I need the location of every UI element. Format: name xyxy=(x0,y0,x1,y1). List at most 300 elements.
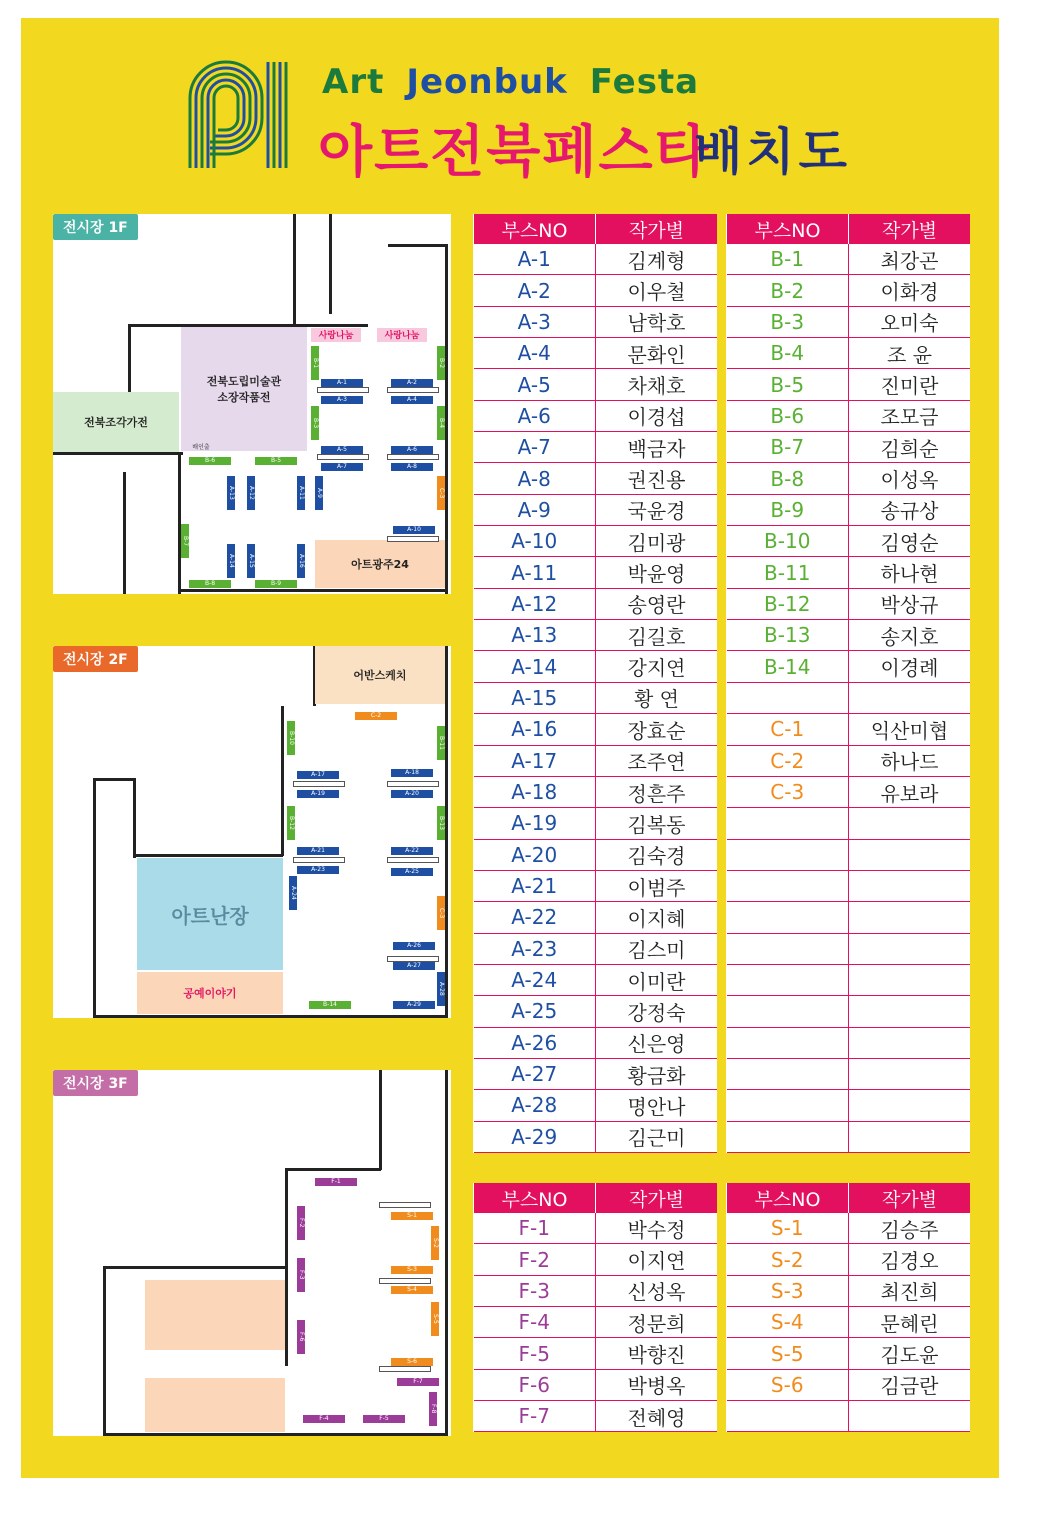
artist-name-cell: 이지연 xyxy=(596,1244,718,1275)
artist-name-cell: 신성옥 xyxy=(596,1275,718,1306)
artist-name-cell: 이경섭 xyxy=(596,400,718,431)
booth-number-cell: B-11 xyxy=(727,557,849,588)
booth-a-14: A-14 xyxy=(227,544,235,578)
table-row xyxy=(727,1213,971,1244)
booth-a-5: A-5 xyxy=(321,446,363,454)
booth-number-cell: A-12 xyxy=(474,588,596,619)
booth-number-cell: A-27 xyxy=(474,1058,596,1089)
table-row xyxy=(474,839,718,870)
booth-number-cell: B-9 xyxy=(727,494,849,525)
artist-name-cell: 송규상 xyxy=(849,494,971,525)
artist-name-cell: 박향진 xyxy=(596,1338,718,1369)
table-row xyxy=(727,1058,971,1089)
artist-name-cell: 김승주 xyxy=(849,1213,971,1244)
title-english xyxy=(322,62,721,102)
booth-number-cell: A-23 xyxy=(474,933,596,964)
artist-name-cell xyxy=(849,996,971,1027)
artist-name-cell: 박윤영 xyxy=(596,557,718,588)
booth-number-cell: B-14 xyxy=(727,651,849,682)
table-row xyxy=(727,338,971,369)
booth-s-6: S-6 xyxy=(391,1358,433,1366)
booth-number-cell xyxy=(727,808,849,839)
header-booth-no: 부스NO xyxy=(727,1183,849,1213)
booth-a-7: A-7 xyxy=(321,463,363,471)
artist-name-cell: 익산미협 xyxy=(849,714,971,745)
booth-s-4: S-4 xyxy=(391,1286,433,1294)
artist-name-cell: 김계형 xyxy=(596,244,718,275)
artist-name-cell: 전혜영 xyxy=(596,1401,718,1432)
table-row xyxy=(727,1307,971,1338)
artist-name-cell: 최진희 xyxy=(849,1275,971,1306)
artist-name-cell: 유보라 xyxy=(849,776,971,807)
booth-number-cell: A-19 xyxy=(474,808,596,839)
booth-b-14: B-14 xyxy=(309,1001,351,1009)
table-row xyxy=(727,1090,971,1121)
table-row xyxy=(474,620,718,651)
art-jeonbuk-logo-icon xyxy=(182,58,292,170)
artist-name-cell: 이미란 xyxy=(596,964,718,995)
table-row xyxy=(727,400,971,431)
artist-name-cell xyxy=(849,1027,971,1058)
table-row xyxy=(474,1027,718,1058)
booth-a-8: A-8 xyxy=(391,463,433,471)
table-row xyxy=(474,557,718,588)
booth-a-17: A-17 xyxy=(297,771,339,779)
table-row xyxy=(474,244,718,275)
booth-number-cell xyxy=(727,839,849,870)
artist-name-cell: 신은영 xyxy=(596,1027,718,1058)
booth-number-cell xyxy=(727,964,849,995)
booth-a-19: A-19 xyxy=(297,790,339,798)
booth-number-cell xyxy=(727,1090,849,1121)
artist-name-cell: 황금화 xyxy=(596,1058,718,1089)
booth-b-2: B-2 xyxy=(437,346,445,380)
artist-name-cell: 김금란 xyxy=(849,1369,971,1400)
floor-plan-1f xyxy=(53,214,451,594)
artist-name-cell xyxy=(849,1058,971,1089)
booth-number-cell: B-13 xyxy=(727,620,849,651)
table-row xyxy=(474,1338,718,1369)
booth-b-9: B-9 xyxy=(255,580,297,588)
table-row xyxy=(474,1275,718,1306)
booth-number-cell: A-2 xyxy=(474,275,596,306)
booth-a-9: A-9 xyxy=(315,476,323,510)
artist-name-cell: 정흔주 xyxy=(596,776,718,807)
booth-number-cell: B-6 xyxy=(727,400,849,431)
booth-number-cell xyxy=(727,1058,849,1089)
booth-number-cell: B-12 xyxy=(727,588,849,619)
booth-number-cell: S-5 xyxy=(727,1338,849,1369)
table-row xyxy=(474,745,718,776)
booth-number-cell: F-1 xyxy=(474,1213,596,1244)
artist-name-cell: 문혜린 xyxy=(849,1307,971,1338)
table-row xyxy=(727,964,971,995)
booth-a-29: A-29 xyxy=(393,1001,435,1009)
table-row xyxy=(727,620,971,651)
artist-name-cell: 김영순 xyxy=(849,526,971,557)
title-en-jeonbuk: Jeonbuk xyxy=(406,62,568,102)
booth-number-cell: F-4 xyxy=(474,1307,596,1338)
booth-number-cell: A-4 xyxy=(474,338,596,369)
booth-number-cell: A-3 xyxy=(474,306,596,337)
table-row xyxy=(474,1307,718,1338)
booth-a-18: A-18 xyxy=(391,769,433,777)
header-artist: 작가별 xyxy=(596,1183,718,1213)
table-row xyxy=(727,996,971,1027)
booth-a-25: A-25 xyxy=(391,868,433,876)
booth-b-10: B-10 xyxy=(287,721,295,755)
room-block-upper xyxy=(145,1280,285,1350)
table-row xyxy=(727,776,971,807)
table-row xyxy=(727,682,971,713)
booth-a-10: A-10 xyxy=(393,526,435,534)
table-row xyxy=(727,902,971,933)
table-row xyxy=(727,1338,971,1369)
artist-name-cell xyxy=(849,1401,971,1432)
floor-tag-1f: 전시장 1F xyxy=(53,214,138,240)
header-artist: 작가별 xyxy=(849,1183,971,1213)
booth-number-cell: A-25 xyxy=(474,996,596,1027)
booth-number-cell xyxy=(727,996,849,1027)
artist-name-cell: 강지연 xyxy=(596,651,718,682)
booth-c-3-2f: C-3 xyxy=(437,896,445,930)
booth-number-cell: A-24 xyxy=(474,964,596,995)
booth-number-cell: S-1 xyxy=(727,1213,849,1244)
table-row xyxy=(474,432,718,463)
booth-number-cell: A-17 xyxy=(474,745,596,776)
booth-number-cell: S-2 xyxy=(727,1244,849,1275)
artist-name-cell: 장효순 xyxy=(596,714,718,745)
booth-f-2: F-2 xyxy=(297,1206,305,1240)
artist-name-cell: 김도윤 xyxy=(849,1338,971,1369)
table-row xyxy=(727,244,971,275)
artist-name-cell: 조 윤 xyxy=(849,338,971,369)
artist-name-cell: 송영란 xyxy=(596,588,718,619)
artist-name-cell: 정문희 xyxy=(596,1307,718,1338)
booth-f-4: F-4 xyxy=(303,1415,345,1423)
artist-name-cell: 국윤경 xyxy=(596,494,718,525)
artist-name-cell: 김근미 xyxy=(596,1121,718,1152)
booth-a-11: A-11 xyxy=(297,476,305,510)
booth-b-7: B-7 xyxy=(181,524,189,558)
table-row xyxy=(727,494,971,525)
booth-a-16: A-16 xyxy=(297,544,305,578)
table-row xyxy=(727,745,971,776)
table-row xyxy=(727,557,971,588)
artist-name-cell: 황 연 xyxy=(596,682,718,713)
booth-number-cell: A-16 xyxy=(474,714,596,745)
artist-name-cell: 김경오 xyxy=(849,1244,971,1275)
booth-number-cell: B-1 xyxy=(727,244,849,275)
booth-number-cell xyxy=(727,682,849,713)
table-row xyxy=(474,682,718,713)
table-f-booths xyxy=(473,1183,717,1432)
table-row xyxy=(474,494,718,525)
table-a-booths xyxy=(473,214,717,1153)
booth-a-26: A-26 xyxy=(393,942,435,950)
table-row xyxy=(474,996,718,1027)
table-row xyxy=(727,275,971,306)
table-row xyxy=(727,1121,971,1152)
booth-number-cell: B-4 xyxy=(727,338,849,369)
booth-b-1: B-1 xyxy=(311,346,319,380)
artist-name-cell: 권진용 xyxy=(596,463,718,494)
artist-name-cell: 명안나 xyxy=(596,1090,718,1121)
booth-a-12: A-12 xyxy=(247,476,255,510)
title-layout: 배치도 xyxy=(694,123,851,181)
artist-name-cell: 오미숙 xyxy=(849,306,971,337)
table-row xyxy=(474,1369,718,1400)
table-row xyxy=(474,369,718,400)
booth-number-cell: S-6 xyxy=(727,1369,849,1400)
artist-name-cell: 김길호 xyxy=(596,620,718,651)
booth-number-cell xyxy=(727,1027,849,1058)
booth-number-cell: A-6 xyxy=(474,400,596,431)
booth-a-2: A-2 xyxy=(391,379,433,387)
table-row xyxy=(727,933,971,964)
title-en-festa: Festa xyxy=(589,62,700,102)
booth-s-5: S-5 xyxy=(431,1302,439,1336)
artist-name-cell: 김희순 xyxy=(849,432,971,463)
floor-plan-3f xyxy=(53,1070,451,1436)
booth-number-cell: A-8 xyxy=(474,463,596,494)
artist-name-cell: 남학호 xyxy=(596,306,718,337)
booth-f-1: F-1 xyxy=(315,1178,357,1186)
table-row xyxy=(727,588,971,619)
artist-name-cell: 박병옥 xyxy=(596,1369,718,1400)
artist-name-cell: 박상규 xyxy=(849,588,971,619)
booth-a-13: A-13 xyxy=(227,476,235,510)
booth-f-8: F-8 xyxy=(429,1392,437,1426)
booth-b-11: B-11 xyxy=(437,726,445,760)
booth-a-24: A-24 xyxy=(289,876,297,910)
artist-name-cell xyxy=(849,1090,971,1121)
booth-a-21: A-21 xyxy=(297,847,339,855)
booth-number-cell: A-1 xyxy=(474,244,596,275)
table-row xyxy=(727,651,971,682)
booth-number-cell: B-7 xyxy=(727,432,849,463)
booth-f-7: F-7 xyxy=(397,1378,439,1386)
room-sculpture: 전북조각가전 xyxy=(53,392,179,452)
artist-name-cell: 문화인 xyxy=(596,338,718,369)
artist-name-cell xyxy=(849,1121,971,1152)
booth-number-cell: F-2 xyxy=(474,1244,596,1275)
table-row xyxy=(474,870,718,901)
table-bc-booths xyxy=(726,214,970,1153)
booth-number-cell: B-10 xyxy=(727,526,849,557)
booth-number-cell: A-7 xyxy=(474,432,596,463)
artist-name-cell: 이경례 xyxy=(849,651,971,682)
floor-plan-2f xyxy=(53,646,451,1018)
table-row xyxy=(474,526,718,557)
booth-number-cell: A-26 xyxy=(474,1027,596,1058)
table-row xyxy=(474,714,718,745)
artist-name-cell xyxy=(849,839,971,870)
artist-name-cell xyxy=(849,964,971,995)
room-museum: 전북도립미술관 소장작품전 xyxy=(181,327,307,451)
booth-number-cell: C-1 xyxy=(727,714,849,745)
booth-b-6: B-6 xyxy=(189,457,231,465)
title-en-art: Art xyxy=(322,62,385,102)
table-row xyxy=(474,400,718,431)
booth-number-cell: A-9 xyxy=(474,494,596,525)
header-booth-no: 부스NO xyxy=(474,214,596,244)
booth-a-15: A-15 xyxy=(247,544,255,578)
artist-name-cell: 김복동 xyxy=(596,808,718,839)
artist-name-cell: 이화경 xyxy=(849,275,971,306)
booth-b-3: B-3 xyxy=(311,406,319,440)
table-row xyxy=(727,1275,971,1306)
floor-tag-3f: 전시장 3F xyxy=(53,1070,138,1096)
booth-number-cell: A-28 xyxy=(474,1090,596,1121)
table-row xyxy=(474,776,718,807)
booth-number-cell xyxy=(727,902,849,933)
table-row xyxy=(474,1213,718,1244)
artist-name-cell: 이지혜 xyxy=(596,902,718,933)
table-row xyxy=(474,338,718,369)
artist-name-cell: 김스미 xyxy=(596,933,718,964)
booth-number-cell: B-8 xyxy=(727,463,849,494)
table-row xyxy=(727,306,971,337)
booth-b-13: B-13 xyxy=(437,806,445,840)
artist-name-cell: 김숙경 xyxy=(596,839,718,870)
booth-number-cell xyxy=(727,1121,849,1152)
table-row xyxy=(474,463,718,494)
artist-name-cell: 이성옥 xyxy=(849,463,971,494)
booth-a-4: A-4 xyxy=(391,396,433,404)
booth-f-3: F-3 xyxy=(297,1258,305,1292)
artist-name-cell: 최강곤 xyxy=(849,244,971,275)
booth-b-4: B-4 xyxy=(437,406,445,440)
room-artnanjang: 아트난장 xyxy=(137,858,283,970)
booth-number-cell: B-2 xyxy=(727,275,849,306)
booth-number-cell: S-4 xyxy=(727,1307,849,1338)
booth-number-cell: A-20 xyxy=(474,839,596,870)
booth-number-cell: A-15 xyxy=(474,682,596,713)
table-row xyxy=(727,808,971,839)
artist-name-cell: 이우철 xyxy=(596,275,718,306)
table-row xyxy=(727,526,971,557)
room-artgwangju: 아트광주24 xyxy=(315,540,445,588)
table-row xyxy=(474,306,718,337)
artist-name-cell: 송지호 xyxy=(849,620,971,651)
table-row xyxy=(474,275,718,306)
booth-a-23: A-23 xyxy=(297,866,339,874)
room-urban-sketch: 어반스케치 xyxy=(315,646,445,704)
table-row xyxy=(727,714,971,745)
booth-number-cell: A-10 xyxy=(474,526,596,557)
booth-a-28: A-28 xyxy=(437,972,445,1006)
table-row xyxy=(474,1090,718,1121)
booth-number-cell: A-5 xyxy=(474,369,596,400)
booth-number-cell: A-21 xyxy=(474,870,596,901)
table-row xyxy=(474,1244,718,1275)
artist-name-cell: 조모금 xyxy=(849,400,971,431)
artist-name-cell: 이범주 xyxy=(596,870,718,901)
label-exit: 배인출 xyxy=(192,444,210,451)
artist-name-cell: 하나현 xyxy=(849,557,971,588)
booth-f-6: F-6 xyxy=(297,1320,305,1354)
label-love-2: 사랑나눔 xyxy=(377,328,427,342)
booth-number-cell: F-3 xyxy=(474,1275,596,1306)
table-row xyxy=(727,432,971,463)
table-row xyxy=(474,1121,718,1152)
table-s-booths xyxy=(726,1183,970,1432)
artist-name-cell: 조주연 xyxy=(596,745,718,776)
booth-number-cell xyxy=(727,933,849,964)
table-row xyxy=(727,463,971,494)
artist-name-cell xyxy=(849,870,971,901)
artist-name-cell: 백금자 xyxy=(596,432,718,463)
booth-number-cell: B-3 xyxy=(727,306,849,337)
booth-a-6: A-6 xyxy=(391,446,433,454)
table-row xyxy=(727,1027,971,1058)
booth-number-cell: A-29 xyxy=(474,1121,596,1152)
booth-a-20: A-20 xyxy=(391,790,433,798)
header-booth-no: 부스NO xyxy=(474,1183,596,1213)
booth-c-3-1f: C-3 xyxy=(437,476,445,510)
booth-number-cell: A-11 xyxy=(474,557,596,588)
booth-c-2: C-2 xyxy=(355,712,397,720)
booth-number-cell: B-5 xyxy=(727,369,849,400)
table-row xyxy=(727,870,971,901)
artist-name-cell: 김미광 xyxy=(596,526,718,557)
table-row xyxy=(474,651,718,682)
booth-s-1: S-1 xyxy=(391,1212,433,1220)
title-korean: 아트전북페스타 xyxy=(318,120,711,185)
booth-s-2: S-2 xyxy=(431,1226,439,1260)
artist-name-cell: 하나드 xyxy=(849,745,971,776)
booth-s-3: S-3 xyxy=(391,1266,433,1274)
header-artist: 작가별 xyxy=(849,214,971,244)
booth-number-cell: F-5 xyxy=(474,1338,596,1369)
table-row xyxy=(727,369,971,400)
table-row xyxy=(727,839,971,870)
table-row xyxy=(474,1401,718,1432)
artist-name-cell: 차채호 xyxy=(596,369,718,400)
floor-tag-2f: 전시장 2F xyxy=(53,646,138,672)
booth-number-cell: A-22 xyxy=(474,902,596,933)
artist-name-cell xyxy=(849,682,971,713)
header-artist: 작가별 xyxy=(596,214,718,244)
table-row xyxy=(474,588,718,619)
artist-name-cell: 진미란 xyxy=(849,369,971,400)
artist-name-cell xyxy=(849,808,971,839)
artist-name-cell: 박수정 xyxy=(596,1213,718,1244)
artist-name-cell: 강정숙 xyxy=(596,996,718,1027)
booth-number-cell: C-3 xyxy=(727,776,849,807)
booth-a-27: A-27 xyxy=(393,962,435,970)
booth-b-12: B-12 xyxy=(287,806,295,840)
booth-number-cell: F-6 xyxy=(474,1369,596,1400)
table-row xyxy=(727,1369,971,1400)
table-row xyxy=(474,964,718,995)
table-row xyxy=(474,1058,718,1089)
table-row xyxy=(474,933,718,964)
room-block-lower xyxy=(145,1378,285,1432)
artist-name-cell xyxy=(849,902,971,933)
label-love-1: 사랑나눔 xyxy=(311,328,361,342)
room-craft-story: 공예이야기 xyxy=(137,972,283,1014)
booth-number-cell: S-3 xyxy=(727,1275,849,1306)
booth-b-8: B-8 xyxy=(189,580,231,588)
booth-number-cell: A-13 xyxy=(474,620,596,651)
booth-a-22: A-22 xyxy=(391,847,433,855)
table-row xyxy=(474,808,718,839)
table-row xyxy=(474,902,718,933)
header-booth-no: 부스NO xyxy=(727,214,849,244)
booth-b-5: B-5 xyxy=(255,457,297,465)
